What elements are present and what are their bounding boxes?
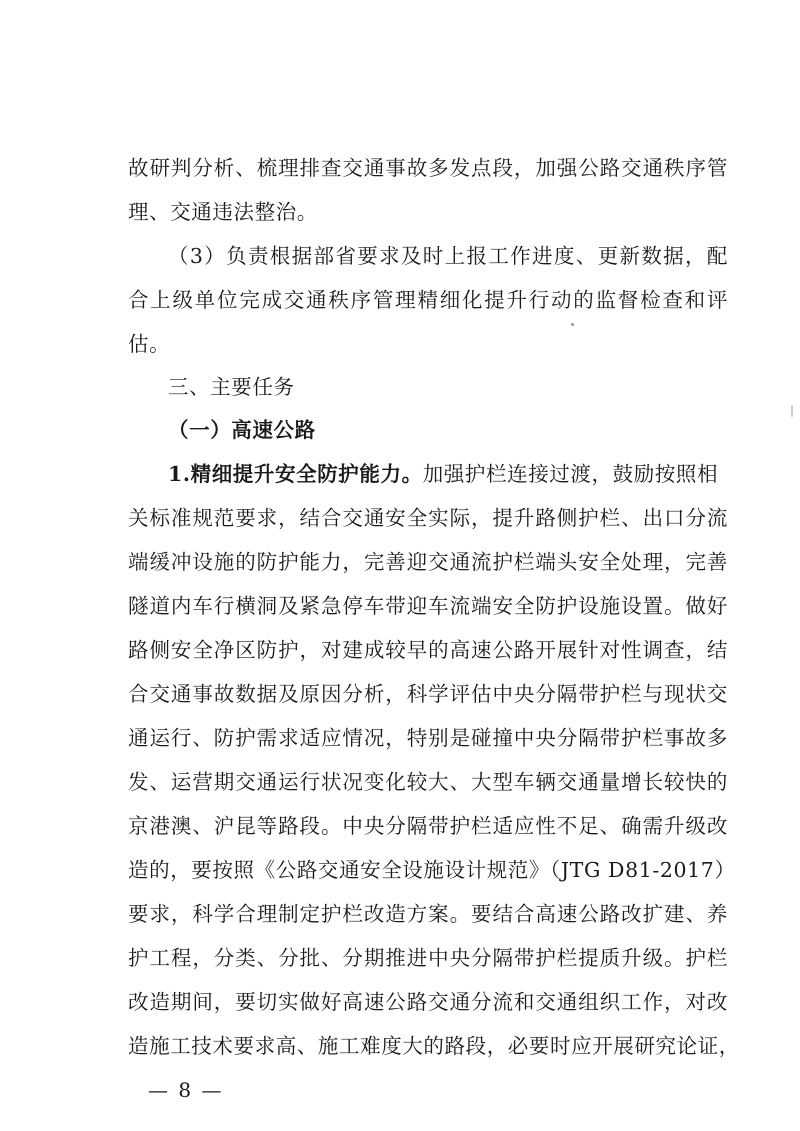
paragraph-line: 端缓冲设施的防护能力，完善迎交通流护栏端头安全处理，完善 [128, 550, 728, 574]
paragraph-line: 改造期间，要切实做好高速公路交通分流和交通组织工作，对改 [128, 990, 728, 1014]
scan-speck [791, 405, 793, 417]
subsection-heading: （一）高速公路 [168, 418, 316, 442]
paragraph-line: 护工程，分类、分批、分期推进中央分隔带护栏提质升级。护栏 [128, 946, 728, 970]
paragraph-line: 要求，科学合理制定护栏改造方案。要结合高速公路改扩建、养 [128, 902, 728, 926]
section-heading: 三、主要任务 [168, 375, 295, 399]
paragraph-line: 估。 [128, 332, 171, 356]
item-title: 1.精细提升安全防护能力。 [168, 462, 423, 486]
paragraph-line: 合交通事故数据及原因分析，科学评估中央分隔带护栏与现状交 [128, 682, 728, 706]
paragraph-line: 京港澳、沪昆等路段。中央分隔带护栏适应性不足、确需升级改 [128, 814, 728, 838]
paragraph-line: 隧道内车行横洞及紧急停车带迎车流端安全防护设施设置。做好 [128, 594, 728, 618]
paragraph-line: 故研判分析、梳理排查交通事故多发点段，加强公路交通秩序管 [128, 156, 728, 180]
paragraph-line: 路侧安全净区防护，对建成较早的高速公路开展针对性调查，结 [128, 638, 728, 662]
paragraph-line: 通运行、防护需求适应情况，特别是碰撞中央分隔带护栏事故多 [128, 726, 728, 750]
paragraph-line: 理、交通违法整治。 [128, 200, 318, 224]
paragraph-line: （3）负责根据部省要求及时上报工作进度、更新数据，配 [168, 244, 728, 268]
item-first-line [168, 452, 728, 496]
item-first-line-rest: 加强护栏连接过渡，鼓励按照相 [422, 462, 719, 486]
paragraph-line: 发、运营期交通运行状况变化较大、大型车辆交通量增长较快的 [128, 770, 728, 794]
paragraph-line: 造施工技术要求高、施工难度大的路段，必要时应开展研究论证， [128, 1034, 740, 1058]
paragraph-line: 造的，要按照《公路交通安全设施设计规范》（JTG D81-2017） [128, 858, 736, 882]
paragraph-line: 合上级单位完成交通秩序管理精细化提升行动的监督检查和评 [128, 288, 728, 312]
paragraph-line: 关标准规范要求，结合交通安全实际，提升路侧护栏、出口分流 [128, 506, 728, 530]
page-number: — 8 — [148, 1078, 224, 1102]
scan-speck [571, 323, 574, 326]
